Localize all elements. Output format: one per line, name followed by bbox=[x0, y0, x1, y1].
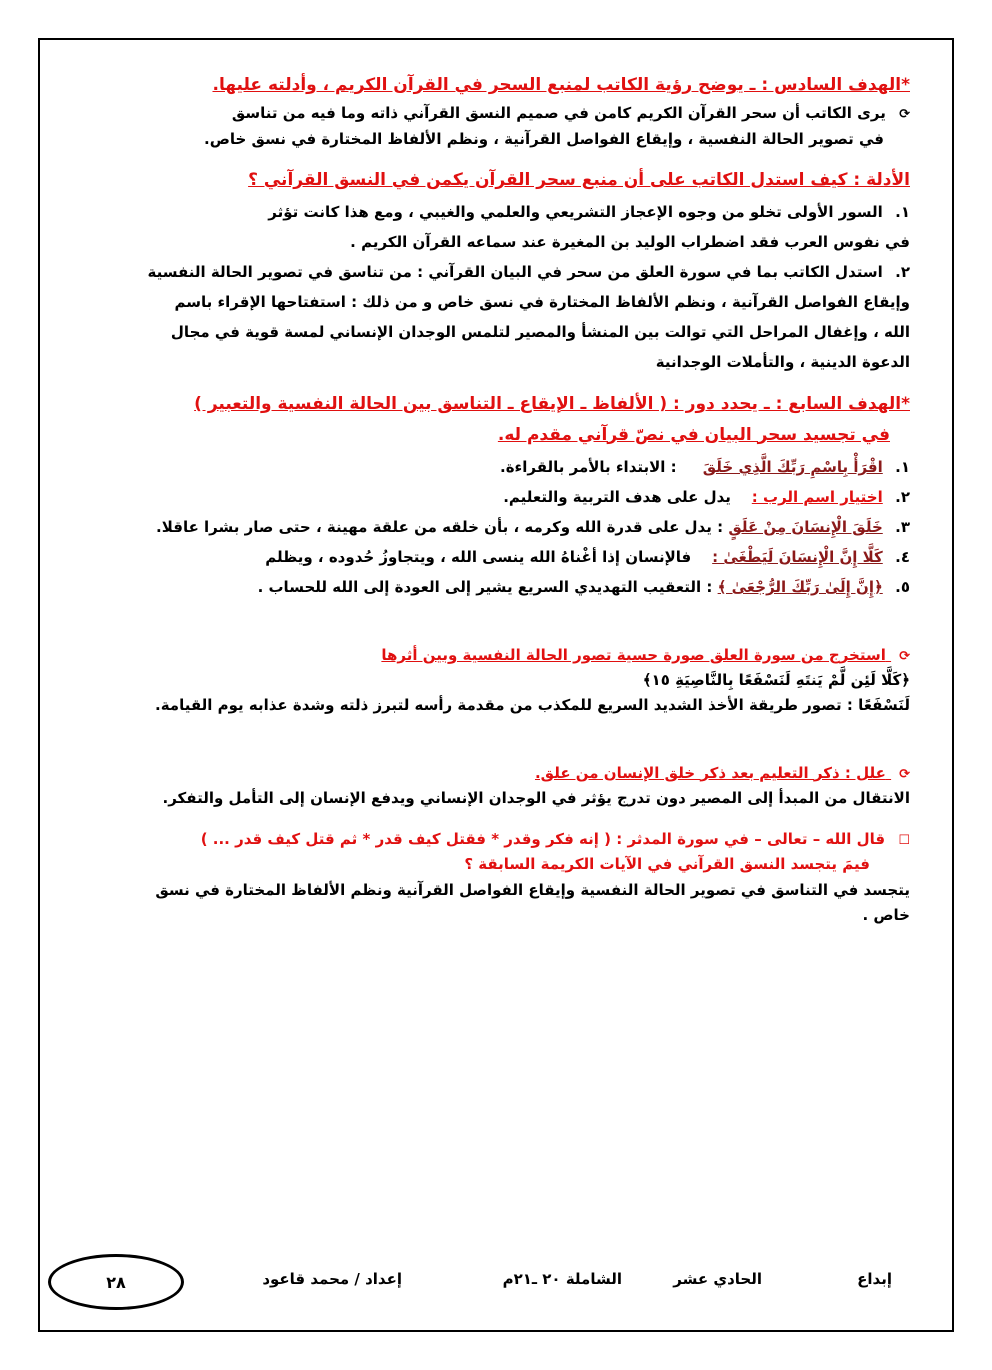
extract-verse: ﴿كَلَّا لَئِن لَّمْ يَنتَهِ لَنَسْفَعًا بِالنَّاصِيَةِ ١٥﴾ bbox=[642, 671, 910, 690]
evidence-item-2-line2: وإيقاع الفواصل القرآنية ، ونظم الألفاظ المختارة في نسق خاص و من ذلك : استفتاحها الإقراء باسم bbox=[174, 293, 910, 312]
goal7-subtitle: في تجسيد سحر البيان في نصّ قرآني مقدم له. bbox=[497, 424, 890, 445]
rotate-arrow-icon: ⟳ bbox=[899, 766, 910, 782]
verse: ﴿إِنَّ إِلَىٰ رَبِّكَ الرُّجْعَىٰ ﴾ bbox=[717, 577, 883, 596]
list-item: ٥. ﴿إِنَّ إِلَىٰ رَبِّكَ الرُّجْعَىٰ ﴾ : التعقيب التهديدي السريع يشير إلى العودة إلى الله للحساب . bbox=[257, 577, 910, 596]
goal6-bullet-text1: يرى الكاتب أن سحر القرآن الكريم كامن في صميم النسق القرآني ذاته وما فيه من تناسق bbox=[231, 104, 886, 123]
evidence-item-2-line4: الدعوة الدينية ، والتأملات الوجدانية bbox=[655, 353, 910, 372]
question-answer1: يتجسد في التناسق في تصوير الحالة النفسية وإيقاع الفواصل القرآنية ونظم الألفاظ المختارة في نسق bbox=[155, 880, 910, 899]
verse: خَلَقَ الْإِنسَانَ مِنْ عَلَقٍ bbox=[728, 517, 883, 536]
evidence-item-1 bbox=[50, 197, 910, 257]
extract-explain: لَنَسْفَعًا : تصور طريقة الأخذ الشديد السريع للمكذب من مقدمة رأسه لتبرز ذلته وشدة عذابه يوم القيامة. bbox=[155, 696, 910, 715]
list-item: ١. اقْرَأْ بِاسْمِ رَبِّكَ الَّذِي خَلَقَ : الابتداء بالأمر بالقراءة. bbox=[500, 457, 910, 476]
checkbox-icon: ☐ bbox=[898, 833, 910, 849]
goal7-title: *الهدف السابع : ـ يحدد دور : ( الألفاظ ـ الإيقاع ـ التناسق بين الحالة النفسية والتعبير ) bbox=[194, 394, 910, 415]
rotate-arrow-icon: ⟳ bbox=[899, 107, 910, 123]
extract-word: لَنَسْفَعًا : bbox=[846, 696, 910, 715]
evidence-item-2-line3: الله ، وإغفال المراحل التي توالت بين المنشأ والمصير لتلمس الوجدان الإنساني لمسة قوية في مجال bbox=[170, 323, 910, 342]
question-line2: فيمَ يتجسد النسق القرآني في الآيات الكريمة السابقة ؟ bbox=[464, 855, 870, 874]
goal7-list bbox=[50, 452, 910, 602]
verse: اقْرَأْ بِاسْمِ رَبِّكَ الَّذِي خَلَقَ bbox=[702, 457, 883, 476]
footer-author: إعداد / محمد قاعود bbox=[262, 1270, 402, 1288]
list-item: ٢. اختيار اسم الرب : يدل على هدف التربية والتعليم. bbox=[503, 487, 910, 506]
evidence-item-2 bbox=[50, 257, 910, 377]
list-item: ٣. خَلَقَ الْإِنسَانَ مِنْ عَلَقٍ : يدل على قدرة الله وكرمه ، بأن خلقه من علقة مهينة ، حتى صار بشرا عاقلا. bbox=[156, 517, 910, 536]
list-item: ٤. كَلَّا إِنَّ الْإِنسَانَ لَيَطْغَىٰ : فالإنسان إذا أغْناهُ الله ينسى الله ، ويتجاوزُ حُدوده ، ويظلم bbox=[265, 547, 910, 566]
evidence-item-1-line1: السور الأولى تخلو من وجوه الإعجاز التشريعي والعلمي والغيبي ، ومع هذا كانت تؤثر bbox=[268, 203, 883, 222]
verse: اختيار اسم الرب : bbox=[751, 487, 883, 506]
evidence-item-2-line1: استدل الكاتب بما في سورة العلق من سحر في البيان القرآني : من تناسق في تصوير الحالة النفسية bbox=[147, 263, 883, 282]
reason-answer: الانتقال من المبدأ إلى المصير دون تدرج يؤثر في الوجدان الإنساني ويدفع الإنسان إلى التأمل والتفكر. bbox=[162, 788, 910, 807]
question-line1: ☐ قال الله – تعالى – في سورة المدثر : ( إنه فكر وقدر * فقتل كيف قدر * ثم قتل كيف قدر ... ) bbox=[50, 828, 910, 851]
evidence-item-2-num: ٢. bbox=[895, 263, 910, 282]
goal6-title: *الهدف السادس : ـ يوضح رؤية الكاتب لمنبع السحر في القرآن الكريم ، وأدلته عليها. bbox=[212, 75, 910, 95]
footer-ibdaa: إبداع bbox=[857, 1270, 892, 1288]
goal6-bullet-text2: في تصوير الحالة النفسية ، وإيقاع الفواصل القرآنية ، ونظم الألفاظ المختارة في نسق خاص. bbox=[204, 129, 884, 148]
reason-title: ⟳ علل : ذكر التعليم بعد ذكر خلق الإنسان من علق. bbox=[50, 762, 910, 785]
goal6-bullet bbox=[50, 102, 910, 125]
rotate-arrow-icon: ⟳ bbox=[899, 648, 910, 664]
extract-title: ⟳ استخرج من سورة العلق صورة حسية تصور الحالة النفسية وبين أثرها bbox=[50, 644, 910, 667]
footer-grade: الحادي عشر bbox=[673, 1270, 762, 1288]
evidence-item-1-line2: في نفوس العرب فقد اضطراب الوليد بن المغيرة عند سماعه القرآن الكريم . bbox=[350, 233, 910, 252]
page-number: ٢٨ bbox=[48, 1254, 184, 1310]
evidence-title: الأدلة : كيف استدل الكاتب على أن منبع سحر القرآن يكمن في النسق القرآني ؟ bbox=[248, 169, 910, 190]
footer bbox=[60, 1270, 902, 1300]
footer-edition: الشاملة ٢٠ ـ٢١م bbox=[502, 1270, 622, 1288]
evidence-item-1-num: ١. bbox=[895, 203, 910, 222]
question-answer2: خاص . bbox=[862, 905, 910, 924]
verse: كَلَّا إِنَّ الْإِنسَانَ لَيَطْغَىٰ : bbox=[712, 547, 883, 566]
page-content bbox=[50, 72, 910, 929]
